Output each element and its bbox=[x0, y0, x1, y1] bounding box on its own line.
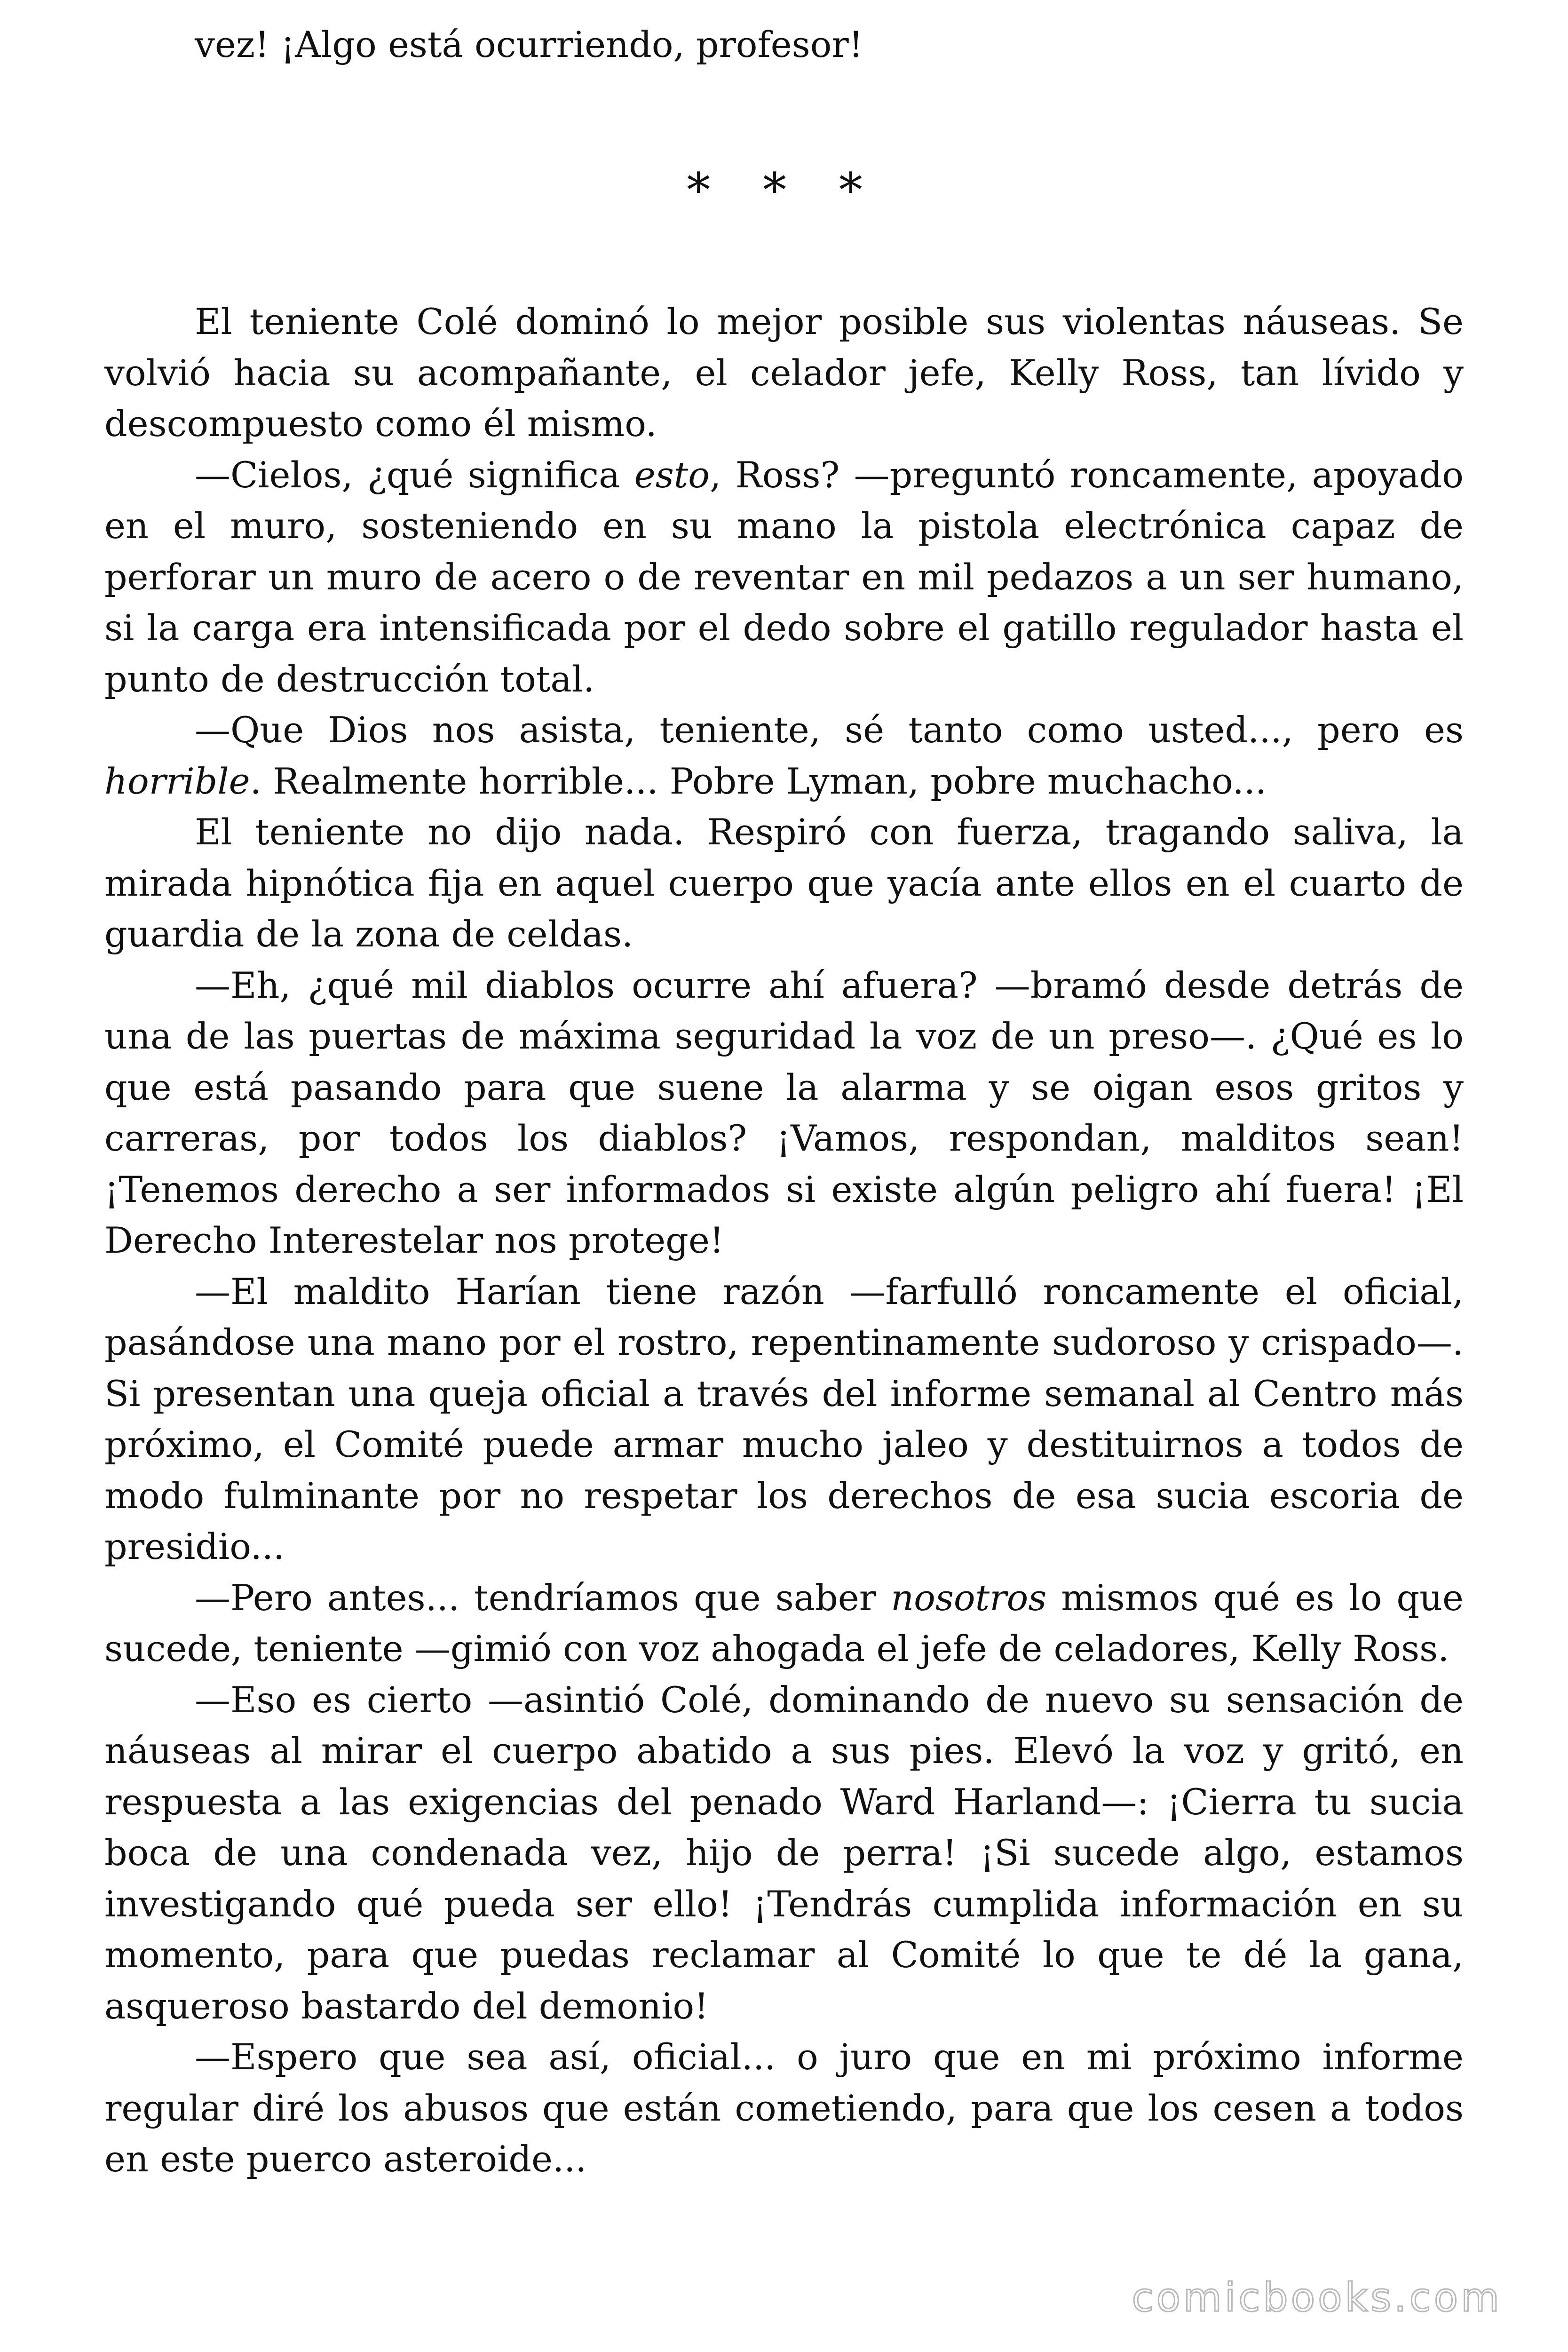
italic-text: nosotros bbox=[891, 1576, 1047, 1619]
text-segment: —Espero que sea así, oficial... o juro que en mi próximo informe regular diré los abusos que están cometiendo, para que los cesen a todos en este puerco asteroide... bbox=[104, 2036, 1464, 2180]
text-segment: —Que Dios nos asista, teniente, sé tanto como usted..., pero es bbox=[195, 709, 1464, 751]
text-segment: —Pero antes... tendríamos que saber bbox=[195, 1576, 891, 1619]
text-segment: , Ross? —preguntó roncamente, apoyado en el muro, sosteniendo en su mano la pistola electrónica capaz de perforar un muro de acero o de reventar en mil pedazos a un ser humano, si la carga era intensificada por el dedo sobre el gatillo regulador hasta el punto de destrucción total. bbox=[104, 453, 1464, 700]
body-text bbox=[104, 296, 1464, 2185]
paragraph bbox=[104, 807, 1464, 960]
text-segment: . Realmente horrible... Pobre Lyman, pobre muchacho... bbox=[250, 760, 1267, 802]
paragraph bbox=[104, 1573, 1464, 1675]
text-segment: mismos qué es lo que sucede, teniente —gimió con voz ahogada el jefe de celadores, Kelly Ross. bbox=[104, 1576, 1464, 1669]
paragraph bbox=[104, 1266, 1464, 1573]
paragraph bbox=[104, 450, 1464, 705]
paragraph bbox=[104, 705, 1464, 807]
italic-text: esto bbox=[634, 453, 710, 496]
continued-line: vez! ¡Algo está ocurriendo, profesor! bbox=[195, 24, 863, 65]
text-segment: —Eso es cierto —asintió Colé, dominando de nuevo su sensación de náuseas al mirar el cuerpo abatido a sus pies. Elevó la voz y gritó, en respuesta a las exigencias del penado Ward Harland—: ¡Cierra tu sucia boca de una condenada vez, hijo de perra! ¡Si sucede algo, estamos investigando qué pueda ser ello! ¡Tendrás cumplida información en su momento, para que puedas reclamar al Comité lo que te dé la gana, asqueroso bastardo del demonio! bbox=[104, 1678, 1464, 2027]
text-segment: —El maldito Harían tiene razón —farfulló roncamente el oficial, pasándose una mano por el rostro, repentinamente sudoroso y crispado—. Si presentan una queja oficial a través del informe semanal al Centro más próximo, el Comité puede armar mucho jaleo y destituirnos a todos de modo fulminante por no respetar los derechos de esa sucia escoria de presidio... bbox=[104, 1270, 1464, 1567]
document-page bbox=[104, 19, 1464, 2185]
text-segment: —Eh, ¿qué mil diablos ocurre ahí afuera? —bramó desde detrás de una de las puertas de máxima seguridad la voz de un preso—. ¿Qué es lo que está pasando para que suene la alarma y se oigan esos gritos y carreras, por todos los diablos? ¡Vamos, respondan, malditos sean! ¡Tenemos derecho a ser informados si existe algún peligro ahí fuera! ¡El Derecho Interestelar nos protege! bbox=[104, 964, 1464, 1261]
italic-text: horrible bbox=[104, 760, 250, 802]
text-segment: El teniente Colé dominó lo mejor posible sus violentas náuseas. Se volvió hacia su acompañante, el celador jefe, Kelly Ross, tan lívido y descompuesto como él mismo. bbox=[104, 301, 1464, 445]
text-segment: —Cielos, ¿qué significa bbox=[195, 453, 634, 496]
paragraph bbox=[104, 1675, 1464, 2032]
watermark: comicbooks.com bbox=[1132, 2274, 1502, 2320]
text-segment: El teniente no dijo nada. Respiró con fuerza, tragando saliva, la mirada hipnótica fija en aquel cuerpo que yacía ante ellos en el cuarto de guardia de la zona de celdas. bbox=[104, 811, 1464, 955]
paragraph bbox=[104, 2032, 1464, 2185]
section-separator: * * * bbox=[687, 163, 881, 218]
paragraph bbox=[104, 296, 1464, 450]
paragraph bbox=[104, 960, 1464, 1266]
